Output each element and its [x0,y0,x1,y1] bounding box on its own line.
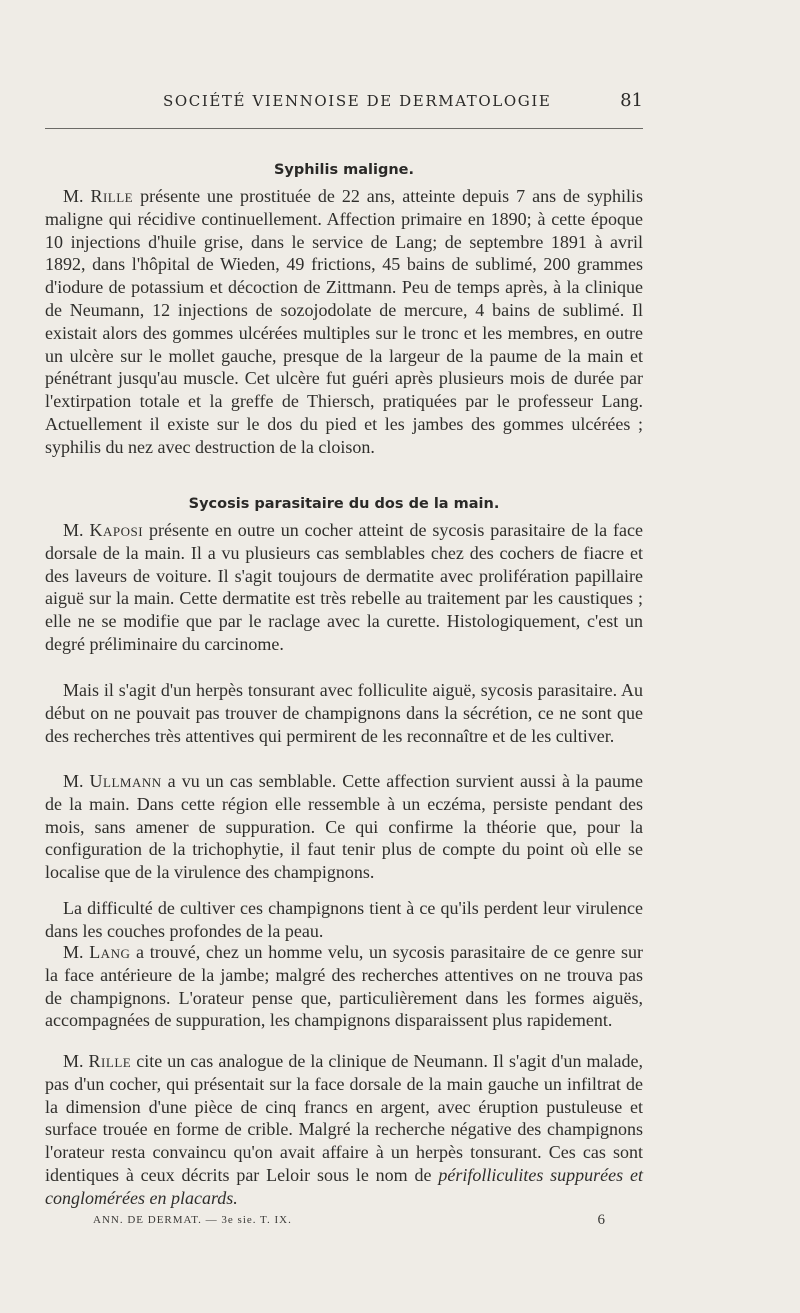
paragraph-text: a trouvé, chez un homme velu, un sycosis parasitaire de ce genre sur la face antérieure de la jambe; malgré des recherches attentives on ne trouva pas de champignons. L'orateur pense que, particulièrement dans les formes aiguës, accompagnées de suppuration, les champignons disparaissent plus rapidement. [45,942,643,1031]
section-title-syphilis: Syphilis maligne. [273,162,415,178]
header-rule [45,128,643,129]
speaker-name: Rille [90,186,134,206]
running-header [163,92,643,118]
speaker-name: Lang [89,942,131,962]
speaker-prefix: M. [63,1051,89,1071]
speaker-name: Ullmann [89,771,162,791]
paragraph-rille-sycosis [45,1050,643,1210]
paragraph-text: a vu un cas semblable. Cette affection survient aussi à la paume de la main. Dans cette région elle ressemble à un eczéma, persiste pendant des mois, sans amener de suppuration. Ce qui confirme la théorie que, pour la configuration de la trichophytie, il faut tenir plus de compte du point où elle se localise que de la virulence des champignons. [45,771,643,883]
paragraph-herpes [45,679,643,747]
paragraph-text: La difficulté de cultiver ces champignons tient à ce qu'ils perdent leur virulence dans les couches profondes de la peau. [45,898,643,941]
italic-term: périfolliculites suppurées et conglomérées en placards. [45,1164,644,1208]
page-number: 81 [620,90,643,111]
page-footer [93,1214,605,1232]
paragraph-lang [45,941,643,1032]
speaker-prefix: M. [63,771,90,791]
paragraph-kaposi [45,519,643,656]
paragraph-difficulte [45,897,643,943]
speaker-name: Rille [88,1051,132,1071]
paragraph-text: Mais il s'agit d'un herpès tonsurant avec folliculite aiguë, sycosis parasitaire. Au début on ne pouvait pas trouver de champignons dans la sécrétion, ce ne sont que des recherches très attentives qui permirent de les reconnaître et de les cultiver. [45,680,643,746]
speaker-prefix: M. [63,186,91,206]
paragraph-text: cite un cas analogue de la clinique de Neumann. Il s'agit d'un malade, pas d'un cocher, qui présentait sur la face dorsale de la main gauche un infiltrat de la dimension d'une pièce de cinq francs en argent, avec éruption pustuleuse et surface trouée en forme de crible. Malgré la recherche négative des champignons l'orateur resta convaincu qu'on avait affaire à un herpès tonsurant. Ces cas sont identiques à ceux décrits par Leloir sous le nom de [45,1051,643,1185]
speaker-name: Kaposi [89,520,144,540]
paragraph-rille-syphilis [45,177,643,459]
running-title: SOCIÉTÉ VIENNOISE DE DERMATOLOGIE [163,92,552,110]
section-title-sycosis: Sycosis parasitaire du dos de la main. [188,496,500,512]
paragraph-text: présente en outre un cocher atteint de sycosis parasitaire de la face dorsale de la main. Il a vu plusieurs cas semblables chez des cochers de fiacre et des laveurs de voiture. Il s'agit toujours de dermatite avec prolifération papillaire aiguë sur la main. Cette dermatite est très rebelle au traitement par les caustiques ; elle ne se modifie que par le raclage avec la curette. Histologiquement, c'est un degré préliminaire du carcinome. [45,520,643,654]
journal-reference: ANN. DE DERMAT. — 3e sie. T. IX. [93,1214,292,1226]
paragraph-text: présente une prostituée de 22 ans, atteinte depuis 7 ans de syphilis maligne qui récidive continuellement. Affection primaire en 1890; à cette époque 10 injections d'huile grise, dans le service de Lang; de septembre 1891 à avril 1892, dans l'hôpital de Wieden, 49 frictions, 45 bains de sublimé, 200 grammes d'iodure de potassium et décoction de Zittmann. Peu de temps après, à la clinique de Neumann, 12 injections de sozojodolate de mercure, 4 bains de sublimé. Il existait alors des gommes ulcérées multiples sur le tronc et les membres, en outre un ulcère sur le mollet gauche, presque de la largeur de la paume de la main et pénétrant jusqu'au muscle. Cet ulcère fut guéri après plusieurs mois de durée par l'extirpation totale et la greffe de Thiersch, pratiquées par le professeur Lang. Actuellement il existe sur le dos du pied et les jambes des gommes ulcérées ; syphilis du nez avec destruction de la cloison. [45,186,643,457]
speaker-prefix: M. [63,942,90,962]
paragraph-ullmann [45,770,643,884]
speaker-prefix: M. [63,520,90,540]
signature-mark: 6 [597,1212,605,1228]
